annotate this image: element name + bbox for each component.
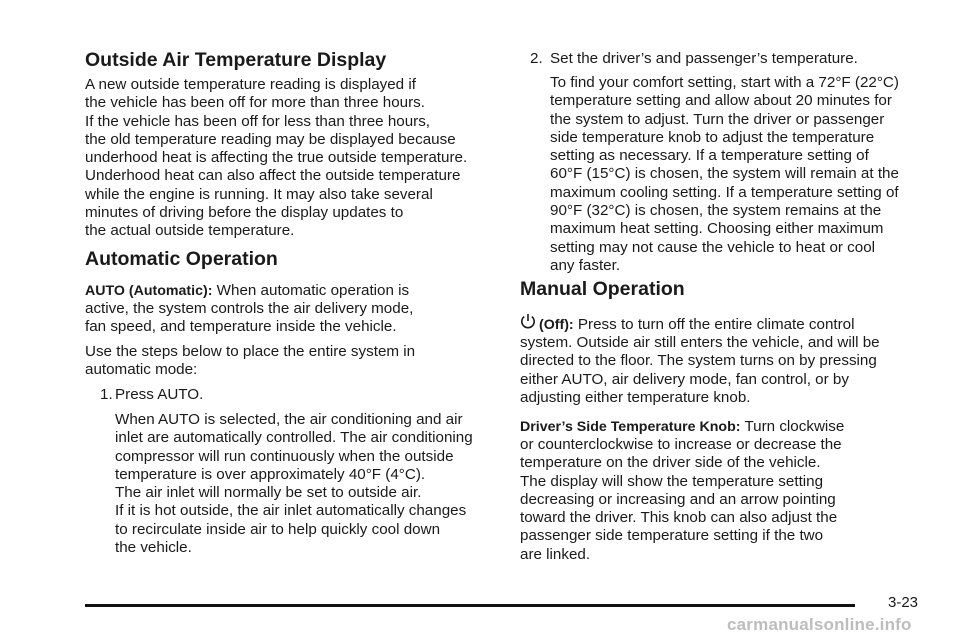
watermark: carmanualsonline.info xyxy=(727,615,912,634)
heading-outside-air-temperature: Outside Air Temperature Display xyxy=(85,49,387,71)
footer-rule xyxy=(85,604,855,607)
power-off-icon xyxy=(520,313,536,336)
paragraph-steps-intro: Use the steps below to place the entire system in automatic mode: xyxy=(85,343,416,379)
page-number: 3-23 xyxy=(888,594,919,611)
knob-lead: Driver’s Side Temperature Knob: xyxy=(520,419,741,435)
paragraph-outside-temperature: A new outside temperature reading is displayed if the vehicle has been off for more than three hours. If the vehicle has been off for less than three hours, the old temperature reading may be displayed because underhood heat is affecting the true outside temperature. Underhood heat can also affect the outside temperature while the engine is running. It may also take several minutes of driving before the display updates to the actual outside temperature. xyxy=(85,76,468,240)
step-1-title: Press AUTO. xyxy=(115,386,204,403)
heading-manual-operation: Manual Operation xyxy=(520,278,685,300)
paragraph-auto-rest: active, the system controls the air delivery mode, fan speed, and temperature inside the vehicle. xyxy=(85,300,414,336)
paragraph-auto xyxy=(85,282,505,300)
paragraph-off-rest: system. Outside air still enters the vehicle, and will be directed to the floor. The system turns on by pressing either AUTO, air delivery mode, fan control, or by adjusting either temperature knob. xyxy=(520,334,880,406)
knob-text: Turn clockwise xyxy=(744,418,845,435)
step-2-number: 2. xyxy=(530,50,543,67)
heading-automatic-operation: Automatic Operation xyxy=(85,248,278,270)
auto-lead: AUTO (Automatic): xyxy=(85,283,213,299)
paragraph-knob xyxy=(520,418,930,436)
paragraph-knob-rest: or counterclockwise to increase or decrease the temperature on the driver side of the vehicle. The display will show the temperature setting decreasing or increasing and an arrow pointing toward the driver. This knob can also adjust the passenger side temperature setting if the two are linked. xyxy=(520,436,842,563)
step-1-number: 1. xyxy=(100,386,113,403)
auto-text: When automatic operation is xyxy=(216,282,410,299)
step-1-body: When AUTO is selected, the air conditioning and air inlet are automatically controlled. The air conditioning compressor will run continuously when the outside temperature is over approximately 40°F (4°C). The air inlet will normally be set to outside air. If it is hot outside, the air inlet automatically changes to recirculate inside air to help quickly cool down the vehicle. xyxy=(115,411,473,557)
off-text: Press to turn off the entire climate control xyxy=(577,316,855,333)
paragraph-off xyxy=(520,313,920,336)
off-lead: (Off): xyxy=(539,317,574,333)
step-2-body: To find your comfort setting, start with a 72°F (22°C) temperature setting and allow about 20 minutes for the system to adjust. Turn the driver or passenger side temperature knob to adjust the temperature setting as necessary. If a temperature setting of 60°F (15°C) is chosen, the system will remain at the maximum cooling setting. If a temperature setting of 90°F (32°C) is chosen, the system remains at the maximum heat setting. Choosing either maximum setting may not cause the vehicle to heat or cool any faster. xyxy=(550,74,899,274)
step-2-title: Set the driver’s and passenger’s temperature. xyxy=(550,50,858,67)
